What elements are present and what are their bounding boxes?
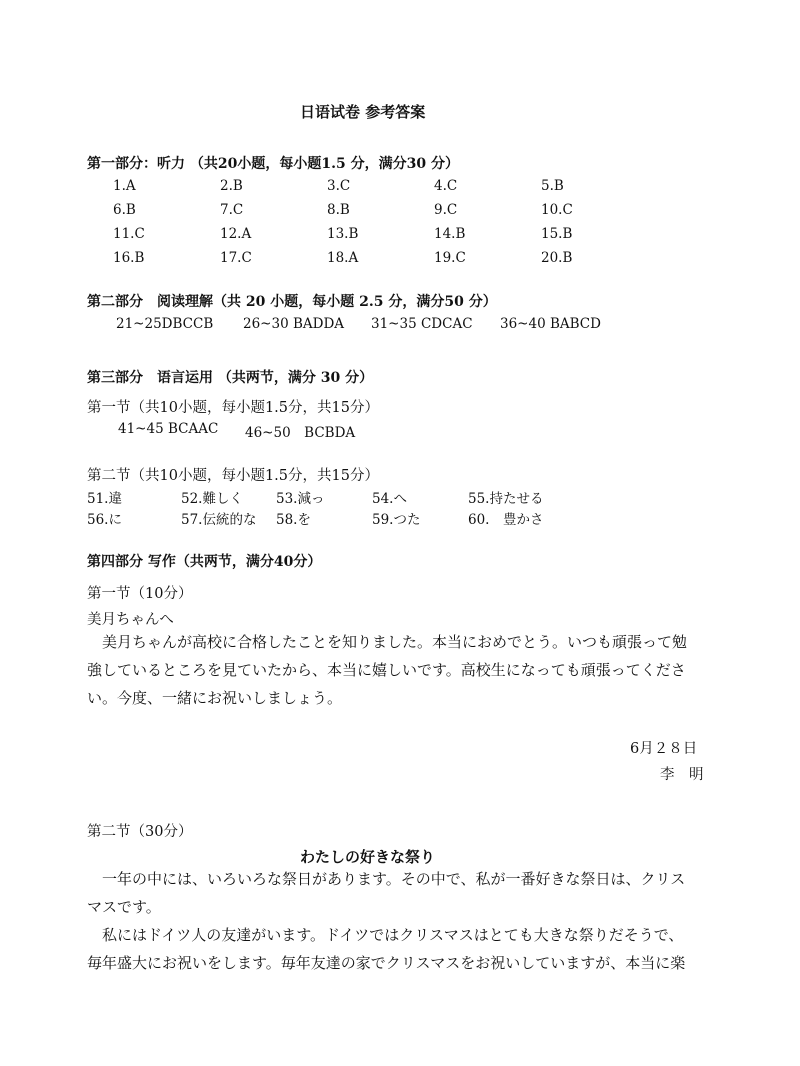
answer-item: 14.B xyxy=(434,226,466,242)
answer-item: 53.減っ xyxy=(276,491,325,507)
answer-item: 52.難しく xyxy=(181,491,243,507)
essay-line: マスです。 xyxy=(87,898,161,916)
answer-item: 10.C xyxy=(541,202,573,218)
letter-line: 強しているところを見ていたから、本当に嬉しいです。高校生になっても頑張ってくださ xyxy=(87,661,686,679)
answer-item: 11.C xyxy=(113,226,145,242)
part3-section1-heading: 第一节（共10小题，每小题1.5分，共15分） xyxy=(87,400,379,416)
part1-heading: 第一部分：听力 （共20小题，每小题1.5 分，满分30 分） xyxy=(87,156,459,172)
answer-item: 58.を xyxy=(276,512,311,528)
answer-group: 26~30 BADDA xyxy=(243,316,345,332)
answer-group: 21~25DBCCB xyxy=(116,316,214,332)
answer-item: 12.A xyxy=(220,226,252,242)
letter-body xyxy=(87,628,715,712)
answer-group: 36~40 BABCD xyxy=(500,316,601,332)
answer-item: 54.へ xyxy=(372,491,407,507)
letter-salutation: 美月ちゃんへ xyxy=(87,612,174,628)
answer-group: 31~35 CDCAC xyxy=(371,316,473,332)
essay-line: 私にはドイツ人の友達がいます。ドイツではクリスマスはとても大きな祭りだそうで、 xyxy=(102,926,684,944)
answer-item: 16.B xyxy=(113,250,145,266)
answer-item: 15.B xyxy=(541,226,573,242)
answer-item: 17.C xyxy=(220,250,252,266)
answer-item: 13.B xyxy=(327,226,359,242)
answer-item: 4.C xyxy=(434,178,458,194)
answer-item: 51.違 xyxy=(87,491,122,507)
part2-heading: 第二部分 阅读理解（共 20 小题，每小题 2.5 分，满分50 分） xyxy=(87,294,497,310)
answer-item: 7.C xyxy=(220,202,244,218)
answer-item: 1.A xyxy=(113,178,136,194)
letter-line: 美月ちゃんが高校に合格したことを知りました。本当におめでとう。いつも頑張って勉 xyxy=(102,633,688,651)
essay-line: 一年の中には、いろいろな祭日があります。その中で、私が一番好きな祭日は、クリス xyxy=(102,870,686,888)
page-title: 日语试卷 参考答案 xyxy=(300,103,426,121)
letter-signature: 李 明 xyxy=(660,767,704,783)
part4-section1-heading: 第一节（10分） xyxy=(87,586,193,602)
essay-body xyxy=(87,865,715,977)
essay-line: 毎年盛大にお祝いをします。毎年友達の家でクリスマスをお祝いしていますが、本当に楽 xyxy=(87,954,686,972)
letter-line: い。今度、一緒にお祝いしましょう。 xyxy=(87,689,343,707)
answer-item: 3.C xyxy=(327,178,351,194)
answer-item: 56.に xyxy=(87,512,122,528)
part3-section2-heading: 第二节（共10小题，每小题1.5分，共15分） xyxy=(87,468,379,484)
answer-item: 8.B xyxy=(327,202,350,218)
answer-item: 20.B xyxy=(541,250,573,266)
answer-item: 60. 豊かさ xyxy=(468,512,544,528)
answer-item: 59.つた xyxy=(372,512,421,528)
answer-item: 6.B xyxy=(113,202,136,218)
part4-heading: 第四部分 写作（共两节，满分40分） xyxy=(87,554,322,570)
letter-date: 6月２８日 xyxy=(630,741,698,757)
essay-title: わたしの好きな祭り xyxy=(300,848,436,866)
part3-heading: 第三部分 语言运用 （共两节，满分 30 分） xyxy=(87,370,374,386)
answer-item: 5.B xyxy=(541,178,564,194)
answer-item: 18.A xyxy=(327,250,359,266)
answer-item: 57.伝統的な xyxy=(181,512,257,528)
answer-group: 41~45 BCAAC xyxy=(118,421,219,437)
answer-item: 55.持たせる xyxy=(468,491,544,507)
answer-item: 9.C xyxy=(434,202,458,218)
answer-group: 46~50 BCBDA xyxy=(245,425,356,441)
answer-item: 19.C xyxy=(434,250,466,266)
answer-item: 2.B xyxy=(220,178,243,194)
part4-section2-heading: 第二节（30分） xyxy=(87,824,193,840)
